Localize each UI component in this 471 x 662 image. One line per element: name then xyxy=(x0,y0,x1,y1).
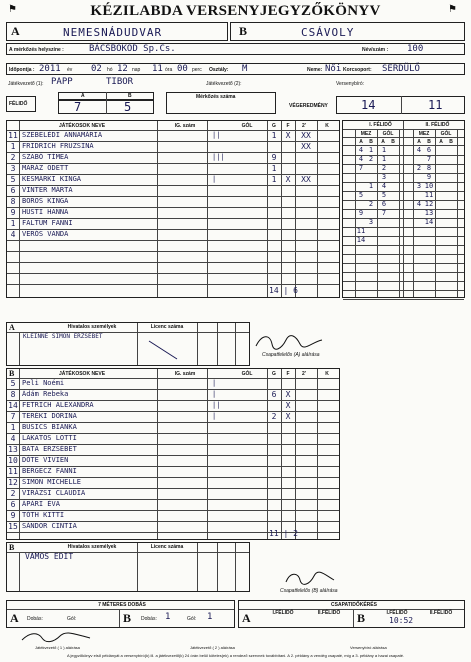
halftime-a-label: A xyxy=(81,93,85,99)
progress-row-line xyxy=(343,263,464,264)
team-a-gol-header: GÓL xyxy=(241,123,253,129)
table-row xyxy=(7,274,339,285)
team-b-officials-letter: B xyxy=(9,543,15,552)
player-goals: 1 xyxy=(271,164,277,173)
final-result-label: VÉGEREDMÉNY xyxy=(289,103,328,109)
timeout-a-letter: A xyxy=(242,611,251,625)
progress-row-line xyxy=(343,299,464,300)
first-mez-header: MEZ xyxy=(360,131,372,137)
timeout-box xyxy=(238,600,465,628)
table-row xyxy=(7,445,339,456)
progress-row-line xyxy=(343,173,464,174)
min-suffix: perc xyxy=(192,67,202,73)
second-half-score-cell: 4 xyxy=(416,146,422,154)
table-row xyxy=(7,230,339,241)
second-half-score-cell: 12 xyxy=(424,200,434,208)
team-a-two-header: 2' xyxy=(302,123,306,129)
referee2-value: TIBOR xyxy=(106,77,134,87)
table-row xyxy=(7,153,339,164)
table-row xyxy=(7,401,339,412)
player-name: TÓTH KITTI xyxy=(22,511,65,519)
player-name: SIMON MICHELLE xyxy=(22,478,82,486)
player-number: 1 xyxy=(10,219,16,228)
team-a-g-header: G xyxy=(272,123,276,129)
class-label: Osztály: xyxy=(209,67,229,73)
table-row xyxy=(7,219,339,230)
team-b-letter: B xyxy=(239,24,248,38)
player-goals-tally: | xyxy=(212,412,217,420)
day-suffix: nap xyxy=(132,67,141,73)
date-month: 02 xyxy=(91,64,102,74)
venue-row xyxy=(6,43,465,55)
result-row xyxy=(6,92,465,118)
second-half-score-cell: 10 xyxy=(424,182,434,190)
timeout-col4: II.FÉLIDŐ xyxy=(429,610,453,616)
team-a-letter: A xyxy=(11,24,20,38)
player-number: 9 xyxy=(10,511,16,520)
first-half-score-cell: 3 xyxy=(368,218,374,226)
referee1-value: PAPP xyxy=(51,77,73,87)
player-name: SZEBELÉDI ANNAMÁRIA xyxy=(22,131,103,139)
date-row xyxy=(6,63,465,75)
first-half-score-cell: 1 xyxy=(368,146,374,154)
progress-row-line xyxy=(343,281,464,282)
timeout-col2: II.FÉLIDŐ xyxy=(317,610,341,616)
progress-row-line xyxy=(343,200,464,201)
team-a-player-table xyxy=(6,120,340,298)
first-half-score-cell: 5 xyxy=(381,191,387,199)
table-row xyxy=(7,434,339,445)
team-a-license-header: Licenc száma xyxy=(150,324,184,330)
second-gol-header: GÓL xyxy=(440,131,452,137)
table-row xyxy=(7,412,339,423)
team-b-license-header: Licenc száma xyxy=(150,544,184,550)
footer-note: A jegyzőkönyv első példányát a versenybíró(k) ill. a játékvezető(k) 24 órán belül köteles(ek) a rendező szervnek továbbítani. A 2. példány a vendég csapaté, míg a 3. példány a hazai csapaté. xyxy=(66,653,405,658)
player-number: 11 xyxy=(8,131,18,140)
year-suffix: év xyxy=(67,67,73,73)
team-b-gol-header: GÓL xyxy=(241,371,253,377)
age-group-value: SERDÜLŐ xyxy=(382,64,420,74)
halftime-a-score: 7 xyxy=(74,100,82,114)
team-b-two-header: 2' xyxy=(302,371,306,377)
player-name: FRIDRICH FRUZSINA xyxy=(22,142,94,150)
first-gol-a-col: A xyxy=(381,139,385,145)
team-a-name: NEMESNÁDUDVAR xyxy=(63,26,163,39)
player-name: FALTUM FANNI xyxy=(22,219,73,227)
player-number: 8 xyxy=(10,197,16,206)
player-number: 6 xyxy=(10,186,16,195)
progress-row-line xyxy=(343,254,464,255)
player-name: KESMÁRKI KINGA xyxy=(22,175,82,183)
player-name: BERGECZ FANNI xyxy=(22,467,77,475)
progress-row-line xyxy=(343,245,464,246)
team-b-k-header: K xyxy=(325,371,329,377)
player-name: HUSTI HANNA xyxy=(22,208,69,216)
player-suspension: XX xyxy=(301,175,311,184)
table-row xyxy=(7,263,339,274)
date-hour: 11 xyxy=(152,64,163,74)
player-number: 9 xyxy=(10,208,16,217)
player-number: 12 xyxy=(8,478,18,487)
second-half-score-cell: 4 xyxy=(416,200,422,208)
team-a-official-name: KLEINNÉ SIMON ERZSÉBET xyxy=(23,333,103,340)
second-half-score-cell: 8 xyxy=(426,164,432,172)
player-name: BOROS KINGA xyxy=(22,197,69,205)
team-b-table-letter: B xyxy=(9,369,15,378)
player-name: MARÁZ ODETT xyxy=(22,164,69,172)
player-goals-tally: | xyxy=(212,390,217,398)
timeout-b-letter: B xyxy=(357,611,366,625)
team-b-totals: 11 | 2 xyxy=(269,529,298,538)
class-value: M xyxy=(242,64,248,74)
first-half-score-cell: 7 xyxy=(381,209,387,217)
seven-meter-box xyxy=(6,600,235,628)
table-row xyxy=(7,186,339,197)
first-half-score-cell: 3 xyxy=(381,173,387,181)
player-goals-tally: | xyxy=(212,379,217,387)
handball-logo-icon: ⚑ xyxy=(448,4,457,15)
team-b-players-header: JÁTÉKOSOK NEVE xyxy=(58,371,106,377)
player-goals-tally: ||| xyxy=(212,153,225,161)
first-half-score-cell: 4 xyxy=(358,146,364,154)
player-name: FETRICH ALEXANDRA xyxy=(22,401,94,409)
second-half-score-cell: 14 xyxy=(424,218,434,226)
player-name: VERÓS VANDA xyxy=(22,230,69,238)
player-goals: 6 xyxy=(271,390,277,399)
progress-row-line xyxy=(343,272,464,273)
score-progress-table xyxy=(342,120,465,298)
hour-suffix: óra xyxy=(165,67,173,73)
referee1-label: Játékvezető (1): xyxy=(8,81,44,87)
player-number: 2 xyxy=(10,153,16,162)
team-a-coach-signature-label: Csapatfelelős (A) aláírása xyxy=(262,352,320,358)
timeout-label: CSAPATIDŐKÉRÉS xyxy=(331,602,377,608)
player-number: 1 xyxy=(10,142,16,151)
halftime-b-label: B xyxy=(128,93,132,99)
player-name: DÓTE VIVIEN xyxy=(22,456,69,464)
player-goals: 9 xyxy=(271,153,277,162)
second-half-score-cell: 3 xyxy=(416,182,422,190)
first-half-score-cell: 4 xyxy=(381,182,387,190)
first-half-score-cell: 7 xyxy=(358,164,364,172)
table-row xyxy=(7,164,339,175)
first-a-col: A xyxy=(359,139,363,145)
table-row xyxy=(7,175,339,186)
progress-row-line xyxy=(343,182,464,183)
race-referee-label: Versenybíró: xyxy=(336,81,365,87)
team-a-k-header: K xyxy=(325,123,329,129)
seven-meter-a-gol-label: Gól: xyxy=(67,616,77,622)
match-number-header: Mérkőzés száma xyxy=(196,94,236,100)
table-row xyxy=(7,478,339,489)
table-row xyxy=(7,390,339,401)
table-row xyxy=(7,423,339,434)
date-day: 12 xyxy=(117,64,128,74)
player-warning: X xyxy=(285,390,291,399)
first-half-score-cell: 1 xyxy=(381,155,387,163)
player-warning: X xyxy=(285,412,291,421)
progress-row-line xyxy=(343,290,464,291)
timeout-col1: I.FÉLIDŐ xyxy=(272,610,294,616)
player-warning: X xyxy=(285,175,291,184)
first-half-score-cell: 2 xyxy=(368,155,374,163)
player-number: 4 xyxy=(10,434,16,443)
team-a-officials-header: Hivatalos személyek xyxy=(67,324,117,330)
progress-row-line xyxy=(343,218,464,219)
second-a-col: A xyxy=(417,139,421,145)
month-suffix: hó xyxy=(107,67,113,73)
age-group-label: Korcsoport: xyxy=(343,67,372,73)
final-a-score: 14 xyxy=(361,98,376,112)
table-row xyxy=(7,197,339,208)
seven-meter-b-dobas-label: Dobás: xyxy=(141,616,157,622)
team-b-officials xyxy=(6,542,250,592)
team-a-players-header: JÁTÉKOSOK NEVE xyxy=(58,123,106,129)
player-goals-tally: || xyxy=(212,131,221,139)
player-number: 8 xyxy=(10,390,16,399)
first-b-col: B xyxy=(369,139,373,145)
venue-label: A mérkőzés helyszíne : xyxy=(9,47,64,53)
player-name: VINTER MÁRTA xyxy=(22,186,73,194)
handball-logo-icon-left: ⚑ xyxy=(8,4,17,15)
player-number: 5 xyxy=(10,379,16,388)
seven-meter-label: 7 MÉTERES DOBÁS xyxy=(98,602,146,608)
player-number: 2 xyxy=(10,489,16,498)
match-number-label: Név/szám : xyxy=(362,47,389,53)
team-a-officials xyxy=(6,322,250,366)
player-number: 5 xyxy=(10,175,16,184)
gender-value: Női xyxy=(325,64,342,74)
player-name: BUSICS BIANKA xyxy=(22,423,77,431)
team-b-officials-header: Hivatalos személyek xyxy=(67,544,117,550)
first-gol-b-col: B xyxy=(391,139,395,145)
team-b-name-box xyxy=(230,22,465,41)
second-gol-b-col: B xyxy=(449,139,453,145)
player-name: LAKATOS LOTTI xyxy=(22,434,77,442)
player-number: 15 xyxy=(8,522,18,531)
player-name: Ádám Rebeka xyxy=(22,390,69,398)
second-half-header: II. FÉLIDŐ xyxy=(425,122,450,128)
player-name: Peli Noémi xyxy=(22,379,65,387)
second-mez-header: MEZ xyxy=(418,131,430,137)
table-row xyxy=(7,511,339,522)
team-b-name: CSÁVOLY xyxy=(301,26,355,39)
first-half-score-cell: 2 xyxy=(381,164,387,172)
final-b-score: 11 xyxy=(428,98,443,112)
second-half-score-cell: 11 xyxy=(424,191,434,199)
player-goals: 1 xyxy=(271,175,277,184)
player-number: 10 xyxy=(8,456,18,465)
team-b-player-table xyxy=(6,368,340,540)
referee2-label: Játékvezető (2): xyxy=(206,81,242,87)
team-a-name-box xyxy=(6,22,228,41)
first-half-score-cell: 11 xyxy=(356,227,366,235)
referee1-signature-icon xyxy=(20,630,100,644)
second-half-score-cell: 9 xyxy=(426,173,432,181)
player-number: 3 xyxy=(10,164,16,173)
seven-meter-b-gol-label: Gól: xyxy=(187,616,197,622)
team-a-totals: 14 | 6 xyxy=(269,286,298,295)
second-gol-a-col: A xyxy=(439,139,443,145)
second-half-score-cell: 13 xyxy=(424,209,434,217)
team-a-ig-header: IG. szám xyxy=(174,123,196,129)
player-name: BATA ERZSÉBET xyxy=(22,445,77,453)
team-b-ig-header: IG. szám xyxy=(174,371,196,377)
player-warning: X xyxy=(285,131,291,140)
player-name: SÁNDOR CINTIA xyxy=(22,522,77,530)
first-half-header: I. FÉLIDŐ xyxy=(369,122,392,128)
team-b-f-header: F xyxy=(286,371,290,377)
player-name: TERÉKI DORINA xyxy=(22,412,77,420)
player-number: 6 xyxy=(10,500,16,509)
table-row xyxy=(7,131,339,142)
first-half-score-cell: 9 xyxy=(358,209,364,217)
team-b-g-header: G xyxy=(272,371,276,377)
table-row xyxy=(7,208,339,219)
first-gol-header: GÓL xyxy=(382,131,394,137)
player-number: 7 xyxy=(10,412,16,421)
player-name: VIRÁZSI CLAUDIA xyxy=(22,489,86,497)
second-half-score-cell: 2 xyxy=(416,164,422,172)
team-a-coach-signature-icon xyxy=(252,330,332,352)
first-half-score-cell: 5 xyxy=(358,191,364,199)
halftime-label: FÉLIDŐ xyxy=(9,101,28,107)
seven-meter-a-letter: A xyxy=(10,611,19,625)
second-half-score-cell: 6 xyxy=(426,146,432,154)
player-name: SZABÓ TÍMEA xyxy=(22,153,69,161)
team-b-coach-signature-label: Csapatfelelős (B) aláírása xyxy=(280,588,338,594)
table-row xyxy=(7,456,339,467)
table-row xyxy=(7,467,339,478)
player-number: 1 xyxy=(10,423,16,432)
table-row xyxy=(7,489,339,500)
player-suspension: XX xyxy=(301,131,311,140)
player-name: ÁPÁRI ÉVA xyxy=(22,500,60,508)
first-half-score-cell: 14 xyxy=(356,236,366,244)
table-row xyxy=(7,379,339,390)
team-b-official-name: VAMOS EDIT xyxy=(25,552,74,561)
first-half-score-cell: 2 xyxy=(368,200,374,208)
timeout-b-time: 10:52 xyxy=(389,616,414,625)
table-row xyxy=(7,500,339,511)
player-number: 13 xyxy=(8,445,18,454)
page-title: KÉZILABDA VERSENYJEGYZŐKÖNYV xyxy=(90,3,381,19)
player-goals: 1 xyxy=(271,131,277,140)
seven-meter-a-dobas-label: Dobás: xyxy=(27,616,43,622)
player-goals-tally: || xyxy=(212,401,221,409)
seven-meter-b-letter: B xyxy=(123,611,132,625)
race-referee-signature-label: Versenybíró aláírása xyxy=(350,645,387,650)
seven-meter-b-gol-value: 1 xyxy=(207,612,213,622)
seven-meter-b-dobas-value: 1 xyxy=(165,612,171,622)
player-goals-tally: | xyxy=(212,175,217,183)
table-row xyxy=(7,241,339,252)
player-number: 4 xyxy=(10,230,16,239)
team-a-official-scribble-icon xyxy=(147,337,197,363)
table-row xyxy=(7,142,339,153)
date-minute: 00 xyxy=(177,64,188,74)
player-number: 14 xyxy=(8,401,18,410)
venue-value: BÁCSBOKOD Sp.Cs. xyxy=(89,44,176,54)
first-half-score-cell: 6 xyxy=(381,200,387,208)
referee2-signature-label: Játékvezető ( 2 ) aláírása xyxy=(190,645,235,650)
referees-row xyxy=(6,76,465,90)
second-half-score-cell: 7 xyxy=(426,155,432,163)
player-number: 11 xyxy=(8,467,18,476)
timeout-col3: I.FÉLIDŐ xyxy=(386,610,408,616)
match-number-value: 100 xyxy=(407,44,424,54)
team-b-coach-signature-icon xyxy=(282,568,342,588)
table-row xyxy=(7,252,339,263)
player-goals: 2 xyxy=(271,412,277,421)
player-warning: X xyxy=(285,401,291,410)
team-a-f-header: F xyxy=(286,123,290,129)
halftime-b-score: 5 xyxy=(124,100,132,114)
referee1-signature-label: Játékvezető ( 1 ) aláírása xyxy=(35,645,80,650)
gender-label: Neme: xyxy=(307,67,323,73)
date-label: Időpontja : xyxy=(9,67,35,73)
first-half-score-cell: 1 xyxy=(368,182,374,190)
first-half-score-cell: 4 xyxy=(358,155,364,163)
team-a-officials-letter: A xyxy=(9,323,15,332)
player-suspension: XX xyxy=(301,142,311,151)
second-b-col: B xyxy=(427,139,431,145)
first-half-score-cell: 1 xyxy=(381,146,387,154)
date-year: 2011 xyxy=(39,64,61,74)
